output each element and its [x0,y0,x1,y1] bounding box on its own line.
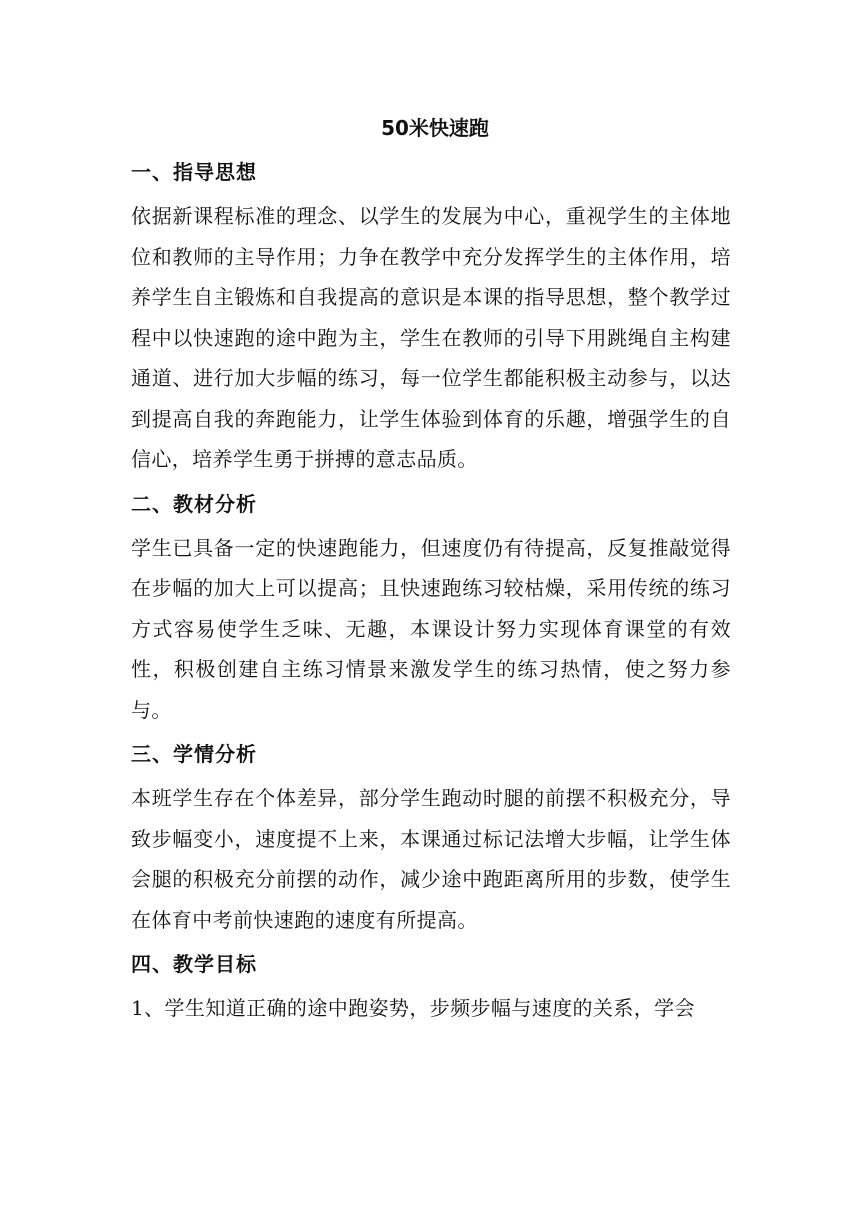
section-heading-student-analysis: 三、学情分析 [131,742,257,766]
section-heading-guiding-thought: 一、指导思想 [131,160,257,184]
document-page [131,108,731,1029]
document-title: 50米快速跑 [381,116,489,140]
section-paragraph-material-analysis: 学生已具备一定的快速跑能力，但速度仍有待提高，反复推敲觉得在步幅的加大上可以提高；且快速跑练习较枯燥，采用传统的练习方式容易使学生乏味、无趣，本课设计努力实现体育课堂的有效性，积极创建自主练习情景来激发学生的练习热情，使之努力参与。 [131,535,731,722]
section-heading-teaching-objectives: 四、教学目标 [131,952,257,976]
section-paragraph-guiding-thought: 依据新课程标准的理念、以学生的发展为中心，重视学生的主体地位和教师的主导作用；力争在教学中充分发挥学生的主体作用，培养学生自主锻炼和自我提高的意识是本课的指导思想，整个教学过程中以快速跑的途中跑为主，学生在教师的引导下用跳绳自主构建通道、进行加大步幅的练习，每一位学生都能积极主动参与，以达到提高自我的奔跑能力，让学生体验到体育的乐趣，增强学生的自信心，培养学生勇于拼搏的意志品质。 [131,204,731,471]
section-paragraph-student-analysis: 本班学生存在个体差异，部分学生跑动时腿的前摆不积极充分，导致步幅变小，速度提不上来，本课通过标记法增大步幅，让学生体会腿的积极充分前摆的动作，减少途中跑距离所用的步数，使学生在体育中考前快速跑的速度有所提高。 [131,786,731,932]
section-heading-material-analysis: 二、教材分析 [131,491,257,516]
section-paragraph-teaching-objectives: 1、学生知道正确的途中跑姿势，步频步幅与速度的关系，学会 [131,996,695,1020]
